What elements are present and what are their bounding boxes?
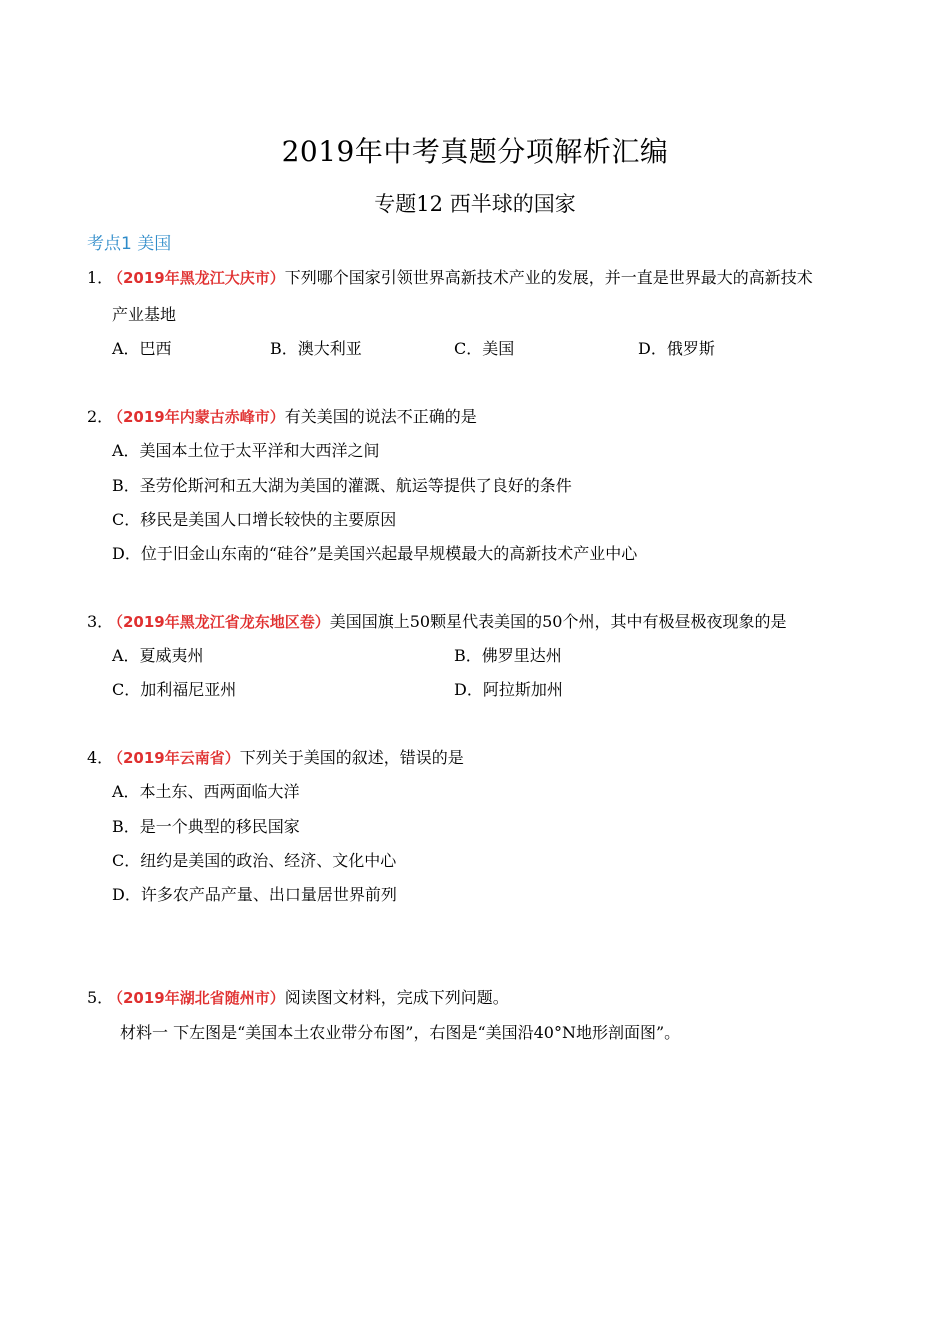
question-4-option-b: B．是一个典型的移民国家 [112, 817, 300, 836]
question-4-option-a: A．本土东、西两面临大洋 [112, 782, 300, 801]
document-subtitle: 专题12 西半球的国家 [374, 192, 576, 216]
question-4-option-d: D．许多农产品产量、出口量居世界前列 [112, 885, 397, 904]
question-4-number: 4． [87, 748, 114, 767]
question-3-option-b: B．佛罗里达州 [454, 646, 562, 665]
question-1-option-d: D．俄罗斯 [638, 339, 715, 358]
question-2-stem [108, 404, 477, 427]
question-2-option-c: C．移民是美国人口增长较快的主要原因 [112, 510, 397, 529]
question-5-number: 5． [87, 988, 114, 1007]
question-3-source: （2019年黑龙江省龙东地区卷） [108, 613, 330, 631]
question-1-stem-cont: 产业基地 [112, 305, 177, 324]
question-3-text: 美国国旗上50颗星代表美国的50个州，其中有极昼极夜现象的是 [329, 612, 787, 631]
question-5-stem [108, 985, 509, 1008]
question-4-text: 下列关于美国的叙述，错误的是 [239, 748, 464, 767]
question-3-option-d: D．阿拉斯加州 [454, 680, 563, 699]
question-1-option-b: B．澳大利亚 [270, 339, 362, 358]
question-5-text: 阅读图文材料，完成下列问题。 [284, 988, 509, 1007]
question-1-number: 1． [87, 268, 114, 287]
question-2-option-b: B．圣劳伦斯河和五大湖为美国的灌溉、航运等提供了良好的条件 [112, 476, 572, 495]
section-heading: 考点1 美国 [87, 234, 172, 254]
question-1-source: （2019年黑龙江大庆市） [108, 269, 285, 287]
question-2-text: 有关美国的说法不正确的是 [284, 407, 477, 426]
question-4-stem [108, 745, 464, 768]
question-1-stem [108, 265, 813, 288]
question-4-source: （2019年云南省） [108, 749, 240, 767]
question-5-source: （2019年湖北省随州市） [108, 989, 285, 1007]
question-3-option-a: A．夏威夷州 [112, 646, 204, 665]
question-5-material: 材料一 下左图是“美国本土农业带分布图”，右图是“美国沿40°N地形剖面图”。 [120, 1023, 681, 1042]
question-1-option-c: C．美国 [454, 339, 515, 358]
question-3-number: 3． [87, 612, 114, 631]
question-3-option-c: C．加利福尼亚州 [112, 680, 237, 699]
question-4-option-c: C．纽约是美国的政治、经济、文化中心 [112, 851, 397, 870]
question-1-text: 下列哪个国家引领世界高新技术产业的发展，并一直是世界最大的高新技术 [284, 268, 813, 287]
question-2-number: 2． [87, 407, 114, 426]
question-3-stem [108, 609, 786, 632]
question-2-option-d: D．位于旧金山东南的“硅谷”是美国兴起最早规模最大的高新技术产业中心 [112, 544, 638, 563]
question-2-option-a: A．美国本土位于太平洋和大西洋之间 [112, 441, 380, 460]
question-1-option-a: A．巴西 [112, 339, 172, 358]
document-title: 2019年中考真题分项解析汇编 [281, 135, 669, 168]
question-2-source: （2019年内蒙古赤峰市） [108, 408, 285, 426]
